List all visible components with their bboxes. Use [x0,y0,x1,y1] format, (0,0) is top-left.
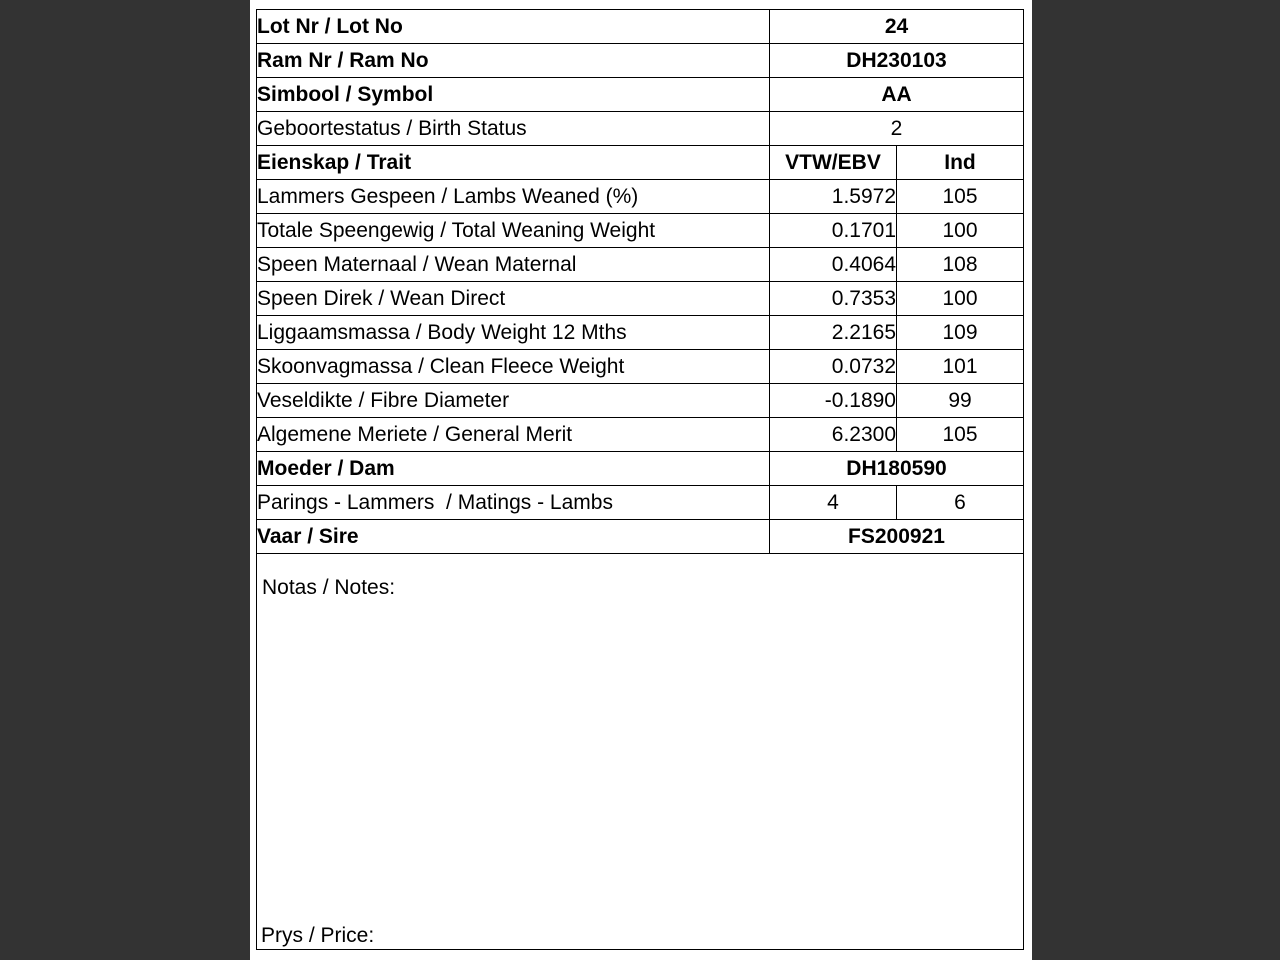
birth-status-value: 2 [770,112,1024,146]
lambs-value: 6 [897,486,1024,520]
trait-ind: 101 [897,350,1024,384]
trait-label: Skoonvagmassa / Clean Fleece Weight [257,350,770,384]
trait-label: Speen Direk / Wean Direct [257,282,770,316]
trait-ind: 105 [897,180,1024,214]
document-page [250,0,1032,960]
trait-ebv: 0.0732 [770,350,897,384]
trait-ind: 108 [897,248,1024,282]
ram-label: Ram Nr / Ram No [257,44,770,78]
lot-label: Lot Nr / Lot No [257,10,770,44]
symbol-label: Simbool / Symbol [257,78,770,112]
lot-value: 24 [770,10,1024,44]
symbol-value: AA [770,78,1024,112]
trait-ind: 105 [897,418,1024,452]
price-label: Prys / Price: [261,924,375,947]
trait-ind: 109 [897,316,1024,350]
ram-sale-card [256,9,1024,950]
trait-label: Algemene Meriete / General Merit [257,418,770,452]
symbol-row [257,78,1024,112]
trait-ebv: -0.1890 [770,384,897,418]
ram-row [257,44,1024,78]
trait-row [257,384,1024,418]
birth-status-row [257,112,1024,146]
dam-value: DH180590 [770,452,1024,486]
sire-row [257,520,1024,554]
matings-row [257,486,1024,520]
trait-row [257,282,1024,316]
trait-label: Lammers Gespeen / Lambs Weaned (%) [257,180,770,214]
trait-ebv: 1.5972 [770,180,897,214]
trait-ebv: 6.2300 [770,418,897,452]
ram-value: DH230103 [770,44,1024,78]
lot-row [257,10,1024,44]
sire-label: Vaar / Sire [257,520,770,554]
trait-label: Liggaamsmassa / Body Weight 12 Mths [257,316,770,350]
dam-label: Moeder / Dam [257,452,770,486]
ind-header: Ind [897,146,1024,180]
matings-label: Parings - Lammers / Matings - Lambs [257,486,770,520]
trait-label: Speen Maternaal / Wean Maternal [257,248,770,282]
matings-value: 4 [770,486,897,520]
trait-row [257,316,1024,350]
trait-ebv: 0.4064 [770,248,897,282]
trait-ind: 99 [897,384,1024,418]
trait-ebv: 0.1701 [770,214,897,248]
trait-row [257,248,1024,282]
trait-label: Totale Speengewig / Total Weaning Weight [257,214,770,248]
trait-ebv: 0.7353 [770,282,897,316]
sire-value: FS200921 [770,520,1024,554]
trait-row [257,214,1024,248]
trait-row [257,180,1024,214]
trait-ind: 100 [897,214,1024,248]
dam-row [257,452,1024,486]
trait-ebv: 2.2165 [770,316,897,350]
trait-ind: 100 [897,282,1024,316]
ebv-header: VTW/EBV [770,146,897,180]
trait-header-row [257,146,1024,180]
trait-row [257,418,1024,452]
notes-label: Notas / Notes: [262,576,396,599]
trait-row [257,350,1024,384]
ram-details-table [256,9,1024,554]
trait-header-label: Eienskap / Trait [257,146,770,180]
trait-label: Veseldikte / Fibre Diameter [257,384,770,418]
birth-status-label: Geboortestatus / Birth Status [257,112,770,146]
